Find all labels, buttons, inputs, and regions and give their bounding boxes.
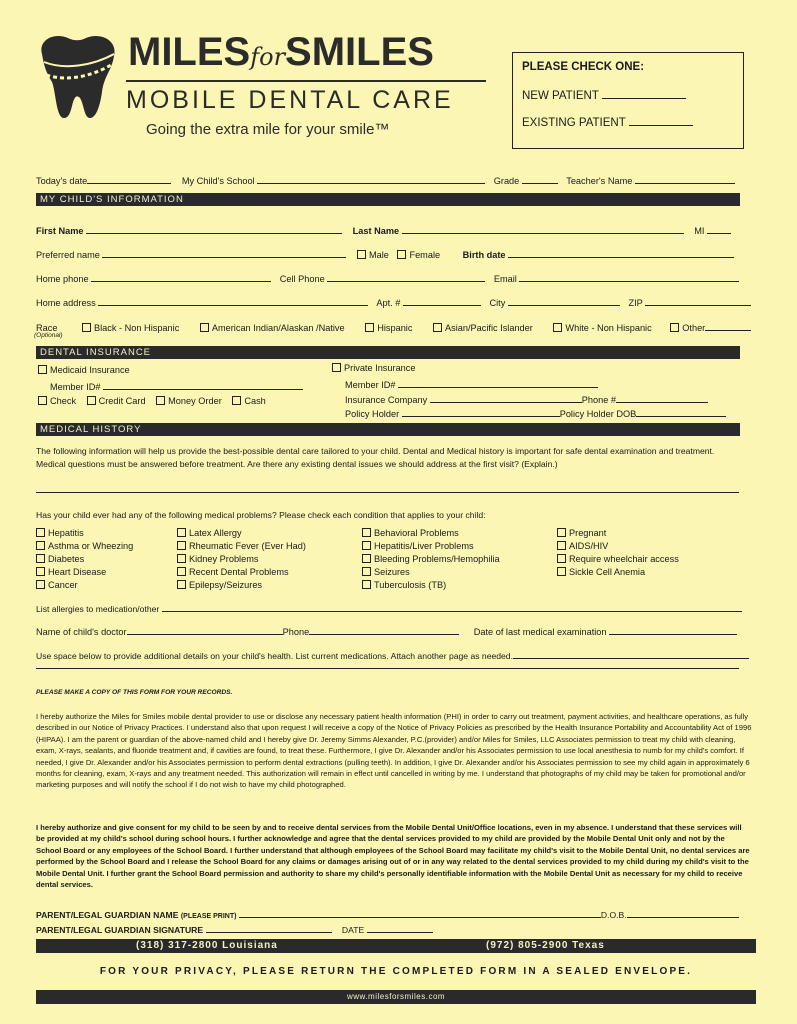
insurance-company-field[interactable] bbox=[430, 392, 582, 403]
medicaid-option[interactable]: Medicaid Insurance bbox=[38, 365, 130, 375]
dental-issues-line[interactable] bbox=[36, 492, 739, 493]
male-checkbox[interactable] bbox=[357, 250, 366, 259]
condition-item[interactable]: Kidney Problems bbox=[177, 553, 306, 566]
first-name-field[interactable] bbox=[86, 223, 342, 234]
phone-louisiana: (318) 317-2800 Louisiana bbox=[136, 940, 278, 951]
home-phone-field[interactable] bbox=[91, 271, 271, 282]
condition-item[interactable]: Require wheelchair access bbox=[557, 553, 679, 566]
condition-item[interactable]: Tuberculosis (TB) bbox=[362, 579, 500, 592]
guardian-signature-field[interactable] bbox=[206, 922, 332, 933]
condition-item[interactable]: Bleeding Problems/Hemophilia bbox=[362, 553, 500, 566]
school-field[interactable] bbox=[257, 173, 485, 184]
preferred-name-field[interactable] bbox=[102, 247, 346, 258]
privacy-note: FOR YOUR PRIVACY, PLEASE RETURN THE COMPLETED FORM IN A SEALED ENVELOPE. bbox=[99, 966, 693, 977]
insurance-company-row: Insurance Company Phone # bbox=[345, 392, 708, 405]
guardian-name-row: PARENT/LEGAL GUARDIAN NAME (PLEASE PRINT) D.O.B. bbox=[36, 907, 739, 920]
doctor-phone-field[interactable] bbox=[309, 624, 459, 635]
condition-item[interactable]: Cancer bbox=[36, 579, 133, 592]
last-exam-field[interactable] bbox=[609, 624, 737, 635]
school-label: My Child's School bbox=[181, 176, 255, 186]
allergies-field[interactable] bbox=[162, 601, 742, 612]
footer-website-bar bbox=[36, 990, 756, 1004]
policy-holder-field[interactable] bbox=[402, 406, 560, 417]
race-checkbox[interactable] bbox=[365, 323, 374, 332]
additional-line[interactable] bbox=[36, 668, 739, 669]
conditions-col-3 bbox=[362, 527, 500, 592]
consent-paragraph: I hereby authorize and give consent for my child to be seen by and to receive dental services from the Mobile Dental Unit/Office locations, even in my absence. I understand that these services will be provided at my child's school during school hours. I further acknowledge and agree that the dental services provided to my child are provided by the Mobile Dental Unit only and not by the School Board or any employees of the School Board. I further understand that although employees of the School Board may facilitate my child's visit to the Mobile Dental Unit, no dental services are performed by the School Board and I release the School Board for any claims or damages arising out of or in any way related to the dental services provided to my child during my child's visit to the Mobile Dental Unit. I further grant the School Board permission and authority to share my child's personally identifiable information with the Mobile Dental Unit as necessary for my child to receive dental services. bbox=[36, 823, 750, 890]
teacher-label: Teacher's Name bbox=[566, 176, 633, 186]
todays-date-field[interactable] bbox=[87, 173, 171, 184]
website-link[interactable]: www.milesforsmiles.com bbox=[346, 992, 446, 1001]
additional-row: Use space below to provide additional details on your child's health. List current medications. Attach another page as needed. bbox=[36, 648, 749, 661]
address-row: Home address Apt. # City ZIP bbox=[36, 295, 751, 308]
brand-divider bbox=[126, 80, 486, 82]
money-order-checkbox[interactable] bbox=[156, 396, 165, 405]
policy-holder-row: Policy Holder Policy Holder DOB bbox=[345, 406, 726, 419]
patient-type-box bbox=[512, 52, 744, 149]
section-medical: MEDICAL HISTORY bbox=[36, 423, 740, 436]
condition-item[interactable]: Behavioral Problems bbox=[362, 527, 500, 540]
allergies-row: List allergies to medication/other bbox=[36, 601, 742, 614]
city-field[interactable] bbox=[508, 295, 620, 306]
phone-texas: (972) 805-2900 Texas bbox=[486, 940, 605, 951]
race-checkbox[interactable] bbox=[200, 323, 209, 332]
guardian-name-field[interactable] bbox=[239, 907, 601, 918]
condition-item[interactable]: Recent Dental Problems bbox=[177, 566, 306, 579]
condition-item[interactable]: Asthma or Wheezing bbox=[36, 540, 133, 553]
condition-item[interactable]: Seizures bbox=[362, 566, 500, 579]
condition-item[interactable]: Epilepsy/Seizures bbox=[177, 579, 306, 592]
check-checkbox[interactable] bbox=[38, 396, 47, 405]
section-child-info: MY CHILD'S INFORMATION bbox=[36, 193, 740, 206]
signature-date-field[interactable] bbox=[367, 922, 433, 933]
condition-item[interactable]: Hepatitis bbox=[36, 527, 133, 540]
teacher-field[interactable] bbox=[635, 173, 735, 184]
brand-name: MILESforSMILES bbox=[128, 30, 434, 74]
guardian-signature-row: PARENT/LEGAL GUARDIAN SIGNATURE DATE bbox=[36, 922, 433, 935]
patient-type-title: PLEASE CHECK ONE: bbox=[522, 61, 645, 73]
condition-item[interactable]: Diabetes bbox=[36, 553, 133, 566]
existing-patient-option[interactable]: EXISTING PATIENT bbox=[522, 115, 693, 129]
email-field[interactable] bbox=[519, 271, 739, 282]
condition-item[interactable]: Heart Disease bbox=[36, 566, 133, 579]
top-row bbox=[36, 173, 735, 186]
additional-field[interactable] bbox=[513, 648, 749, 659]
doctor-field[interactable] bbox=[127, 624, 283, 635]
footer-phone-bar bbox=[36, 939, 756, 953]
race-row: Race Black - Non Hispanic American Indian/Alaskan /Native Hispanic Asian/Pacific Islander White - Non Hispanic Other bbox=[36, 320, 751, 333]
grade-field[interactable] bbox=[522, 173, 558, 184]
address-field[interactable] bbox=[98, 295, 368, 306]
policy-holder-dob-field[interactable] bbox=[636, 406, 726, 417]
condition-item[interactable]: AIDS/HIV bbox=[557, 540, 679, 553]
member-id2-field[interactable] bbox=[398, 377, 598, 388]
race-checkbox[interactable] bbox=[553, 323, 562, 332]
race-optional-note: (Optional) bbox=[34, 332, 63, 339]
copy-note: PLEASE MAKE A COPY OF THIS FORM FOR YOUR RECORDS. bbox=[36, 689, 233, 696]
race-other-field[interactable] bbox=[705, 320, 751, 331]
zip-field[interactable] bbox=[645, 295, 751, 306]
race-checkbox[interactable] bbox=[82, 323, 91, 332]
member-id-row: Member ID# bbox=[50, 379, 303, 392]
authorization-paragraph: I hereby authorize the Miles for Smiles mobile dental provider to use or disclose any necessary patient health information (PHI) in order to carry out treatment, payment activities, and healthcare operations, as fully described in our Notice of Privacy Practices. I understand also that upon request I will receive a copy of the Notice of Privacy Policies as prescribed by the Health Insurance Portability and Accountability Act of 1996 (HIPAA). I am the parent or guardian of the above-named child and I hereby give Dr. Jeremy Simms Alexander, P.C.(provider) and/or Miles for Smiles, LLC Associates permission to treat my child with cleaning, exam, X-rays, sealants, and fluoride treatment and, if cavities are found, to treat these. Furthermore, I give Dr. Alexander and/or his Associates permission to use local anesthesia to numb for my child's comfort. If needed, I give Dr. Alexander and/or his Associates permission to perform dental extractions (pulling teeth). In addition, I give Dr. Alexander and/or his Associates permission to see my child again in approximately 6 months for cleaning, exam, X-rays and any treatment needed. This authorization will remain in effect until cancelled in writing by me. I understand that photographs of my child may be taken for promotional and/or marketing purposes and will notify the school if I do not wish to have my child photographed. bbox=[36, 712, 752, 790]
conditions-col-1 bbox=[36, 527, 133, 592]
member-id-field[interactable] bbox=[103, 379, 303, 390]
medical-question: Has your child ever had any of the following medical problems? Please check each condition that applies to your child: bbox=[36, 510, 486, 520]
birth-date-field[interactable] bbox=[508, 247, 734, 258]
todays-date-label: Today's date bbox=[36, 176, 88, 186]
logo bbox=[34, 32, 120, 120]
grade-label: Grade bbox=[493, 176, 520, 186]
mi-field[interactable] bbox=[707, 223, 731, 234]
medical-intro: The following information will help us provide the best-possible dental care tailored to your child. Dental and Medical history is important for safe dental examination and treatment. Medical questions must be answered before treatment. Are there any existing dental issues we should address at the first visit? (Explain.) bbox=[36, 446, 715, 469]
female-checkbox[interactable] bbox=[397, 250, 406, 259]
condition-item[interactable]: Pregnant bbox=[557, 527, 679, 540]
brand-subtitle: MOBILE DENTAL CARE bbox=[126, 86, 454, 114]
member-id2-row: Member ID# bbox=[345, 377, 598, 390]
credit-card-checkbox[interactable] bbox=[87, 396, 96, 405]
phone-row: Home phone Cell Phone Email bbox=[36, 271, 739, 284]
insurance-phone-field[interactable] bbox=[616, 392, 708, 403]
conditions-col-2 bbox=[177, 527, 306, 592]
condition-item[interactable]: Hepatitis/Liver Problems bbox=[362, 540, 500, 553]
payment-row: Check Credit Card Money Order Cash bbox=[38, 396, 266, 406]
preferred-row: Preferred name Male Female Birth date bbox=[36, 247, 734, 260]
race-checkbox[interactable] bbox=[670, 323, 679, 332]
tooth-icon bbox=[34, 32, 120, 120]
condition-item[interactable]: Latex Allergy bbox=[177, 527, 306, 540]
new-patient-option[interactable]: NEW PATIENT bbox=[522, 88, 686, 102]
cell-phone-field[interactable] bbox=[327, 271, 485, 282]
first-name-row: First Name Last Name MI bbox=[36, 223, 731, 236]
brand-tagline: Going the extra mile for your smile™ bbox=[146, 121, 390, 138]
last-name-field[interactable] bbox=[402, 223, 684, 234]
guardian-dob-field[interactable] bbox=[627, 907, 739, 918]
cash-checkbox[interactable] bbox=[232, 396, 241, 405]
apt-field[interactable] bbox=[403, 295, 481, 306]
section-insurance: DENTAL INSURANCE bbox=[36, 346, 740, 359]
condition-item[interactable]: Rheumatic Fever (Ever Had) bbox=[177, 540, 306, 553]
race-checkbox[interactable] bbox=[433, 323, 442, 332]
doctor-row: Name of child's doctor Phone Date of last medical examination bbox=[36, 624, 737, 637]
condition-item[interactable]: Sickle Cell Anemia bbox=[557, 566, 679, 579]
conditions-col-4 bbox=[557, 527, 679, 579]
private-insurance-option[interactable]: Private Insurance bbox=[332, 363, 416, 373]
